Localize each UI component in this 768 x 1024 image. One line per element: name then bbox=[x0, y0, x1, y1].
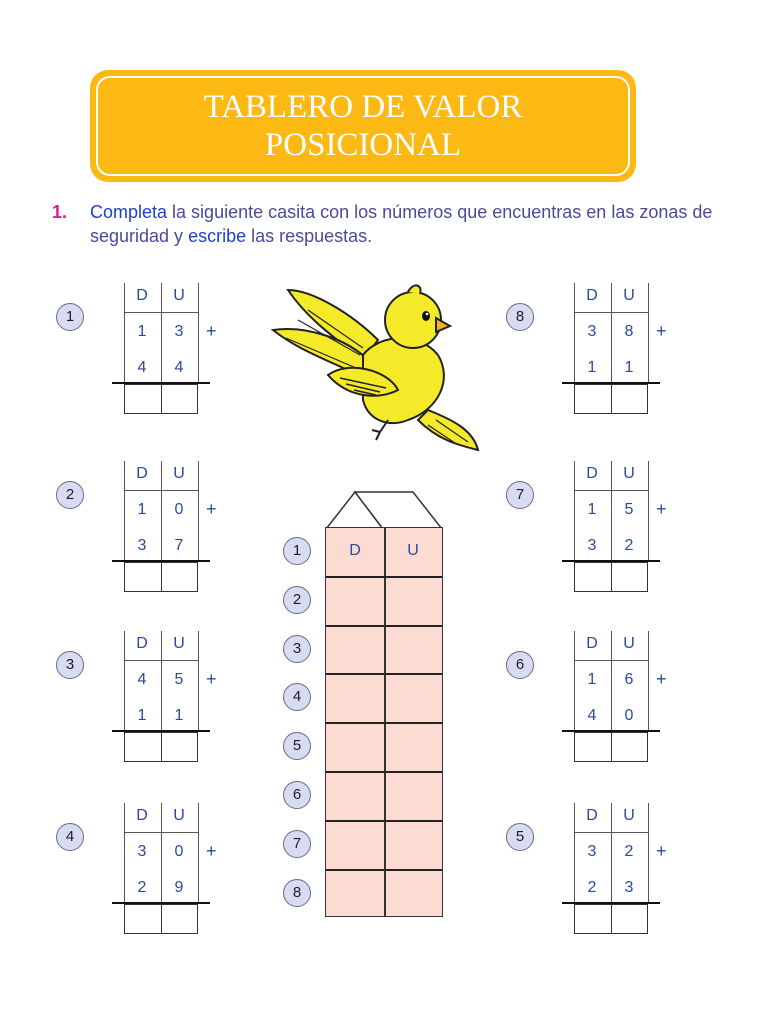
house-row-badge: 1 bbox=[283, 537, 311, 565]
board-line bbox=[198, 461, 199, 561]
page-title: TABLERO DE VALOR POSICIONAL bbox=[203, 89, 523, 163]
digit-tens-1: 1 bbox=[587, 671, 597, 688]
board-line bbox=[124, 312, 198, 313]
header-d: D bbox=[136, 465, 148, 482]
digit-tens-1: 3 bbox=[587, 323, 597, 340]
board-line bbox=[648, 803, 649, 903]
house-grid bbox=[325, 527, 443, 917]
house-header-u: U bbox=[407, 542, 419, 559]
plus-sign: + bbox=[206, 499, 217, 519]
board-line bbox=[574, 803, 575, 903]
digit-units-2: 9 bbox=[174, 879, 184, 896]
digit-tens-2: 3 bbox=[137, 537, 147, 554]
board-line bbox=[611, 283, 612, 383]
board-line bbox=[574, 461, 575, 561]
header-d: D bbox=[586, 635, 598, 652]
digit-tens-1: 4 bbox=[137, 671, 147, 688]
board-line bbox=[198, 283, 199, 383]
board-line bbox=[124, 490, 198, 491]
header-u: U bbox=[173, 635, 185, 652]
board-line bbox=[124, 803, 125, 903]
header-d: D bbox=[136, 635, 148, 652]
board-badge: 6 bbox=[506, 651, 534, 679]
house-row-badge: 2 bbox=[283, 586, 311, 614]
answer-box[interactable] bbox=[574, 732, 648, 762]
digit-units-1: 5 bbox=[624, 501, 634, 518]
house-row-line bbox=[326, 771, 442, 773]
place-value-board bbox=[574, 803, 684, 963]
digit-units-2: 4 bbox=[174, 359, 184, 376]
digit-units-1: 8 bbox=[624, 323, 634, 340]
house-row-line bbox=[326, 869, 442, 871]
digit-units-2: 2 bbox=[624, 537, 634, 554]
answer-house bbox=[325, 490, 445, 918]
digit-tens-2: 2 bbox=[137, 879, 147, 896]
board-line bbox=[124, 660, 198, 661]
board-line bbox=[611, 631, 612, 731]
header-u: U bbox=[173, 287, 185, 304]
answer-box[interactable] bbox=[124, 562, 198, 592]
plus-sign: + bbox=[656, 321, 667, 341]
digit-units-2: 3 bbox=[624, 879, 634, 896]
digit-units-1: 0 bbox=[174, 843, 184, 860]
digit-units-1: 6 bbox=[624, 671, 634, 688]
place-value-board bbox=[574, 461, 684, 621]
digit-tens-2: 4 bbox=[137, 359, 147, 376]
plus-sign: + bbox=[656, 669, 667, 689]
house-row-badge: 4 bbox=[283, 683, 311, 711]
board-line bbox=[574, 832, 648, 833]
board-line bbox=[648, 461, 649, 561]
house-row-line bbox=[326, 820, 442, 822]
digit-units-2: 1 bbox=[624, 359, 634, 376]
plus-sign: + bbox=[656, 499, 667, 519]
answer-box[interactable] bbox=[574, 562, 648, 592]
digit-tens-2: 1 bbox=[587, 359, 597, 376]
board-line bbox=[574, 490, 648, 491]
digit-units-1: 5 bbox=[174, 671, 184, 688]
board-line bbox=[124, 631, 125, 731]
board-badge: 5 bbox=[506, 823, 534, 851]
digit-tens-2: 3 bbox=[587, 537, 597, 554]
board-line bbox=[648, 283, 649, 383]
board-line bbox=[574, 312, 648, 313]
instruction-text-1: la siguiente casita con los números que encuentras en las zonas de seguridad y bbox=[90, 202, 713, 246]
plus-sign: + bbox=[656, 841, 667, 861]
board-badge: 3 bbox=[56, 651, 84, 679]
instruction-keyword-escribe: escribe bbox=[188, 226, 247, 246]
board-line bbox=[161, 283, 162, 383]
header-u: U bbox=[173, 807, 185, 824]
board-badge: 7 bbox=[506, 481, 534, 509]
header-u: U bbox=[623, 635, 635, 652]
header-d: D bbox=[586, 465, 598, 482]
board-line bbox=[161, 803, 162, 903]
board-line bbox=[574, 660, 648, 661]
digit-units-1: 2 bbox=[624, 843, 634, 860]
header-d: D bbox=[136, 287, 148, 304]
house-header-d: D bbox=[349, 542, 361, 559]
place-value-board bbox=[124, 283, 234, 443]
plus-sign: + bbox=[206, 669, 217, 689]
house-row-line bbox=[326, 625, 442, 627]
board-line bbox=[124, 461, 125, 561]
header-d: D bbox=[586, 807, 598, 824]
house-row-badge: 5 bbox=[283, 732, 311, 760]
digit-tens-1: 1 bbox=[587, 501, 597, 518]
board-line bbox=[574, 283, 575, 383]
digit-tens-2: 2 bbox=[587, 879, 597, 896]
digit-tens-1: 3 bbox=[137, 843, 147, 860]
digit-tens-1: 1 bbox=[137, 501, 147, 518]
title-banner bbox=[90, 70, 636, 182]
house-row-line bbox=[326, 673, 442, 675]
board-badge: 4 bbox=[56, 823, 84, 851]
header-u: U bbox=[623, 287, 635, 304]
board-badge: 8 bbox=[506, 303, 534, 331]
place-value-board bbox=[574, 631, 684, 791]
house-row-line bbox=[326, 722, 442, 724]
board-badge: 1 bbox=[56, 303, 84, 331]
answer-box[interactable] bbox=[124, 732, 198, 762]
digit-units-2: 0 bbox=[624, 707, 634, 724]
house-row-badge: 6 bbox=[283, 781, 311, 809]
board-badge: 2 bbox=[56, 481, 84, 509]
header-d: D bbox=[586, 287, 598, 304]
place-value-board bbox=[574, 283, 684, 443]
board-line bbox=[161, 461, 162, 561]
house-row-badge: 8 bbox=[283, 879, 311, 907]
header-u: U bbox=[623, 807, 635, 824]
instruction bbox=[52, 200, 730, 248]
digit-units-1: 0 bbox=[174, 501, 184, 518]
digit-units-1: 3 bbox=[174, 323, 184, 340]
place-value-board bbox=[124, 461, 234, 621]
board-line bbox=[161, 631, 162, 731]
place-value-board bbox=[124, 803, 234, 963]
digit-units-2: 7 bbox=[174, 537, 184, 554]
answer-box[interactable] bbox=[124, 384, 198, 414]
answer-box[interactable] bbox=[124, 904, 198, 934]
board-line bbox=[648, 631, 649, 731]
board-line bbox=[124, 283, 125, 383]
digit-tens-1: 3 bbox=[587, 843, 597, 860]
board-line bbox=[611, 461, 612, 561]
house-roof bbox=[325, 490, 445, 530]
board-line bbox=[198, 631, 199, 731]
board-line bbox=[574, 631, 575, 731]
house-row-badge: 7 bbox=[283, 830, 311, 858]
digit-units-2: 1 bbox=[174, 707, 184, 724]
house-row-badge: 3 bbox=[283, 635, 311, 663]
header-u: U bbox=[173, 465, 185, 482]
digit-tens-2: 4 bbox=[587, 707, 597, 724]
digit-tens-2: 1 bbox=[137, 707, 147, 724]
house-row-line bbox=[326, 576, 442, 578]
answer-box[interactable] bbox=[574, 904, 648, 934]
bird-illustration bbox=[268, 280, 483, 455]
answer-box[interactable] bbox=[574, 384, 648, 414]
board-line bbox=[198, 803, 199, 903]
board-line bbox=[611, 803, 612, 903]
plus-sign: + bbox=[206, 841, 217, 861]
instruction-text-2: las respuestas. bbox=[246, 226, 373, 246]
header-d: D bbox=[136, 807, 148, 824]
board-line bbox=[124, 832, 198, 833]
header-u: U bbox=[623, 465, 635, 482]
instruction-keyword-completa: Completa bbox=[90, 202, 168, 222]
instruction-number: 1. bbox=[52, 202, 68, 222]
place-value-board bbox=[124, 631, 234, 791]
digit-tens-1: 1 bbox=[137, 323, 147, 340]
plus-sign: + bbox=[206, 321, 217, 341]
